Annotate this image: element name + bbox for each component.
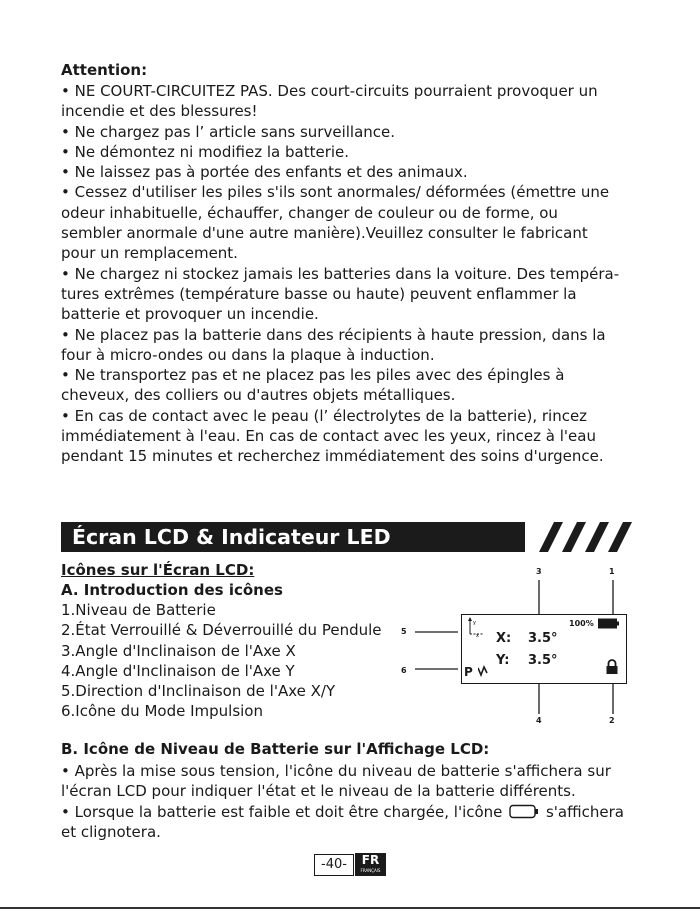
attention-line: pendant 15 minutes et recherchez immédiatement des soins d'urgence. [61, 447, 604, 466]
callout-3: 3 [536, 567, 542, 576]
attention-line: • Cessez d'utiliser les piles s'ils sont anormales/ déformées (émettre une [61, 183, 610, 202]
y-axis-value: 3.5° [528, 653, 558, 668]
battery-full-icon [598, 618, 620, 630]
svg-text:y: y [473, 620, 476, 626]
slash-stripes-decoration [525, 519, 640, 555]
attention-line: tures extrêmes (température basse ou haute) peuvent enflammer la [61, 284, 577, 303]
language-code: FR [361, 853, 380, 867]
list-item: 4.Angle d'Inclinaison de l'Axe Y [61, 661, 295, 680]
battery-percent: 100% [569, 619, 594, 628]
callout-1: 1 [609, 567, 615, 576]
attention-line: • Ne placez pas la batterie dans des récipients à haute pression, dans la [61, 325, 606, 344]
battery-low-text-after: s'affichera [545, 802, 624, 821]
list-item: 1.Niveau de Batterie [61, 601, 216, 619]
attention-line: • En cas de contact avec le peau (l’ électrolytes de la batterie), rincez [61, 406, 588, 425]
battery-empty-icon [507, 804, 541, 819]
bottom-divider [0, 907, 700, 909]
pulse-mode-icon [464, 661, 488, 677]
language-name: FRANÇAIS [360, 868, 381, 873]
icons-subheading: A. Introduction des icônes [61, 581, 283, 599]
attention-line: • Ne transportez pas et ne placez pas les piles avec des épingles à [61, 366, 565, 385]
pulse-mode-letter: P [464, 665, 473, 679]
battery-section-text [61, 761, 624, 842]
attention-heading: Attention: [61, 61, 148, 79]
lcd-screen [461, 614, 627, 684]
x-axis-value: 3.5° [528, 631, 558, 646]
callout-6: 6 [401, 666, 407, 675]
attention-line: • Ne chargez pas l’ article sans surveillance. [61, 122, 396, 141]
attention-line: sembler anormale d'une autre manière).Veuillez consulter le fabricant [61, 224, 588, 243]
attention-line: cheveux, des colliers ou d'autres objets métalliques. [61, 386, 456, 405]
attention-list [61, 81, 619, 467]
battery-section-heading: B. Icône de Niveau de Batterie sur l'Affichage LCD: [61, 740, 490, 758]
icons-list [61, 600, 382, 722]
battery-line: • Après la mise sous tension, l'icône du niveau de batterie s'affichera sur [61, 762, 611, 780]
attention-line: four à micro-ondes ou dans la plaque à induction. [61, 345, 435, 364]
attention-line: incendie et des blessures! [61, 102, 258, 121]
attention-line: odeur inhabituelle, échauffer, changer de couleur ou de forme, ou [61, 203, 558, 222]
language-badge [355, 853, 386, 876]
callout-2: 2 [609, 716, 615, 725]
page-number: -40- [314, 854, 354, 876]
attention-line: • Ne chargez ni stockez jamais les batteries dans la voiture. Des tempéra- [61, 264, 620, 283]
svg-text:x: x [476, 633, 479, 639]
list-item: 6.Icône du Mode Impulsion [61, 702, 263, 721]
attention-line: • Ne démontez ni modifiez la batterie. [61, 142, 350, 161]
section-title: Écran LCD & Indicateur LED [72, 525, 391, 549]
battery-line: l'écran LCD pour indiquer l'état et le niveau de la batterie différents. [61, 782, 576, 801]
x-axis-label: X: [496, 631, 512, 646]
battery-line-with-icon [61, 802, 624, 822]
lock-icon [605, 659, 619, 675]
list-item: 5.Direction d'Inclinaison de l'Axe X/Y [61, 682, 336, 701]
callout-5: 5 [401, 627, 407, 636]
list-item: 2.État Verrouillé & Déverrouillé du Pendule [61, 621, 382, 640]
pulse-wave-icon [478, 665, 488, 677]
attention-line: batterie et provoquer un incendie. [61, 305, 319, 324]
attention-line: pour un remplacement. [61, 244, 238, 263]
attention-line: immédiatement à l'eau. En cas de contact avec les yeux, rincez à l'eau [61, 427, 596, 446]
tilt-direction-icon [465, 617, 487, 639]
battery-line: et clignotera. [61, 822, 161, 841]
callout-4: 4 [536, 716, 542, 725]
battery-low-text-before: • Lorsque la batterie est faible et doit être chargée, l'icône [61, 802, 503, 821]
icons-heading: Icônes sur l'Écran LCD: [61, 561, 255, 579]
list-item: 3.Angle d'Inclinaison de l'Axe X [61, 641, 296, 660]
attention-line: • Ne laissez pas à portée des enfants et des animaux. [61, 163, 468, 182]
attention-line: • NE COURT-CIRCUITEZ PAS. Des court-circuits pourraient provoquer un [61, 82, 598, 100]
y-axis-label: Y: [496, 653, 510, 668]
